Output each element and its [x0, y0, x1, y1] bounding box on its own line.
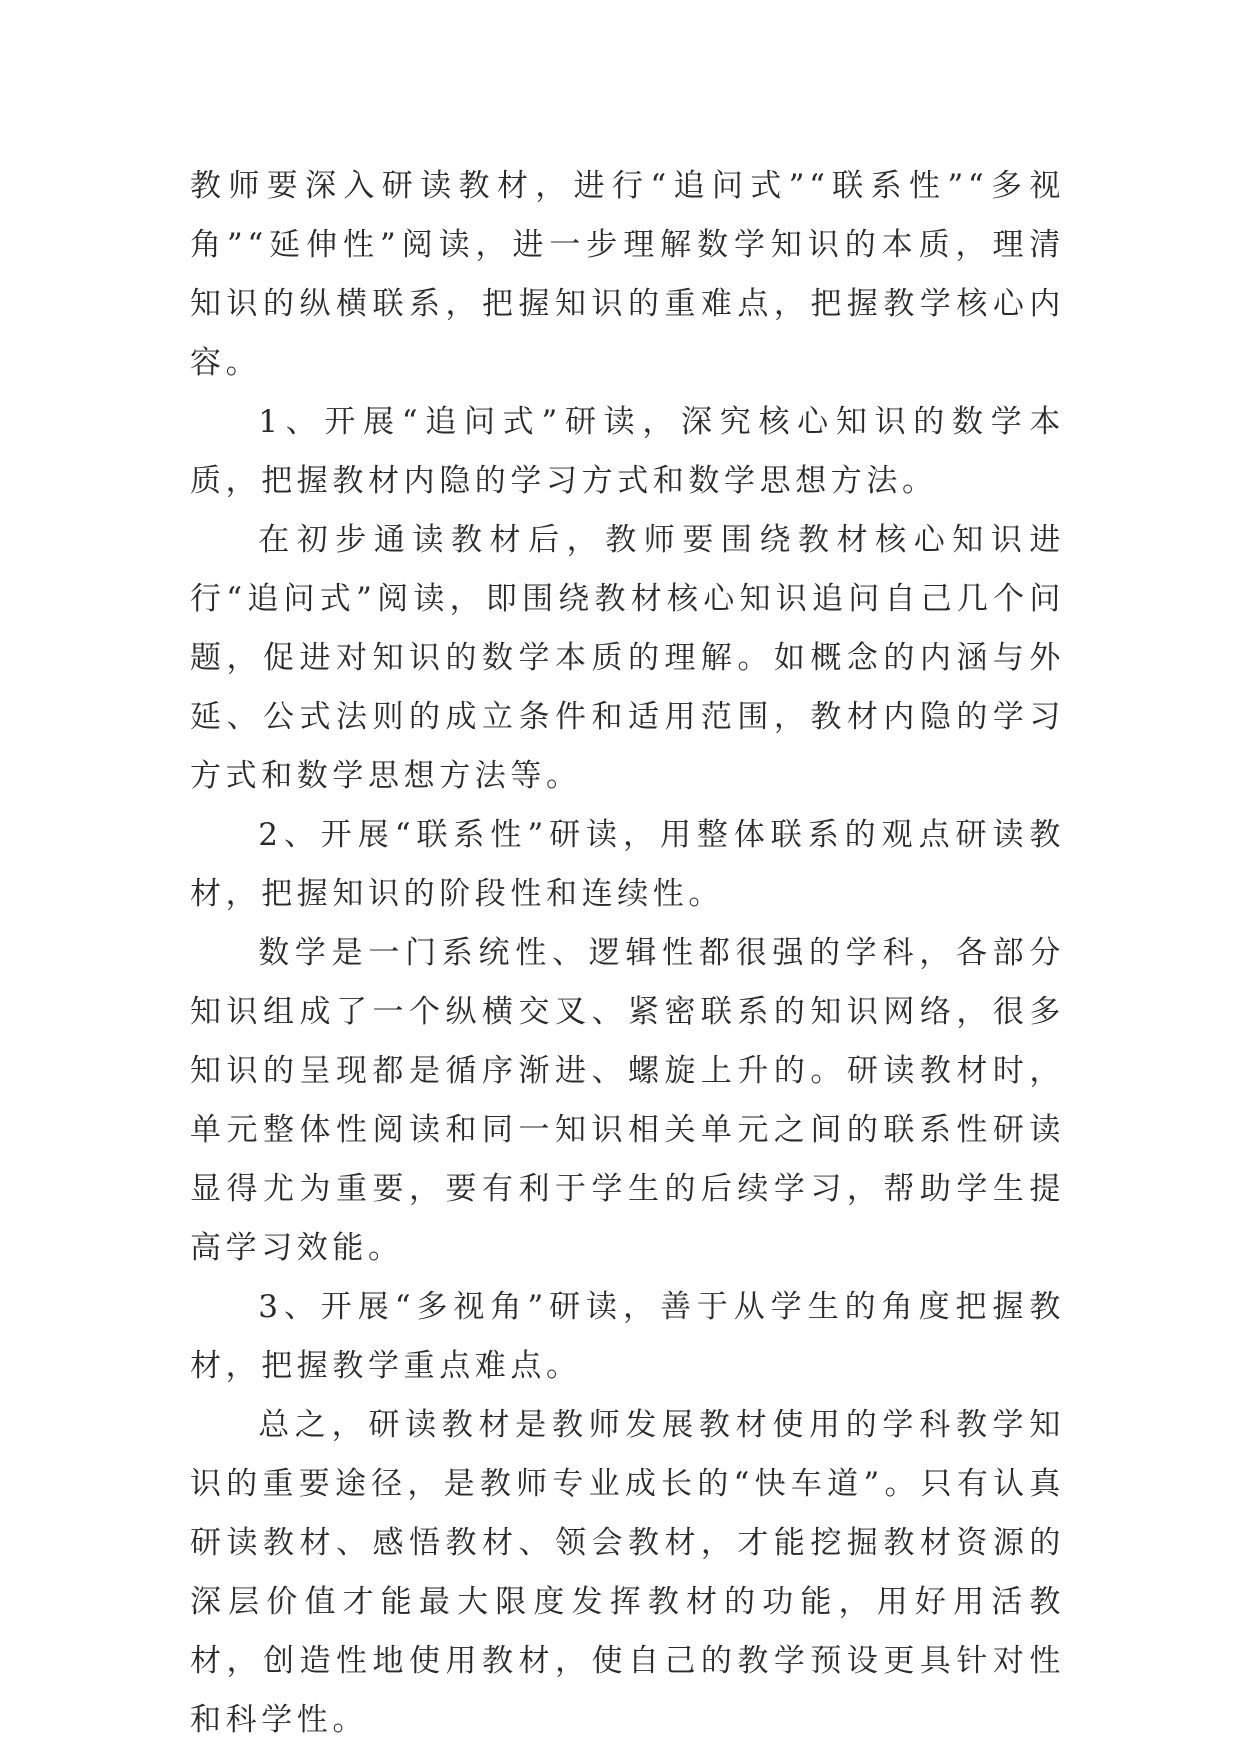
- document-body: [190, 157, 1065, 1750]
- paragraph-point-2-heading: 2、开展“联系性”研读，用整体联系的观点研读教材，把握知识的阶段性和连续性。: [190, 817, 1065, 912]
- paragraph-point-1-body: 在初步通读教材后，教师要围绕教材核心知识进行“追问式”阅读，即围绕教材核心知识追问自己几个问题，促进对知识的数学本质的理解。如概念的内涵与外延、公式法则的成立条件和适用范围，教材内隐的学习方式和数学思想方法等。: [190, 522, 1065, 794]
- paragraph-conclusion: 总之，研读教材是教师发展教材使用的学科教学知识的重要途径，是教师专业成长的“快车道”。只有认真研读教材、感悟教材、领会教材，才能挖掘教材资源的深层价值才能最大限度发挥教材的功能，用好用活教材，创造性地使用教材，使自己的教学预设更具针对性和科学性。: [190, 1407, 1065, 1738]
- paragraph-point-3-heading: 3、开展“多视角”研读，善于从学生的角度把握教材，把握教学重点难点。: [190, 1289, 1065, 1384]
- paragraph-intro: 教师要深入研读教材，进行“追问式”“联系性”“多视角”“延伸性”阅读，进一步理解数学知识的本质，理清知识的纵横联系，把握知识的重难点，把握教学核心内容。: [190, 168, 1065, 381]
- paragraph-point-1-heading: 1、开展“追问式”研读，深究核心知识的数学本质，把握教材内隐的学习方式和数学思想方法。: [190, 404, 1065, 499]
- paragraph-point-2-body: 数学是一门系统性、逻辑性都很强的学科，各部分知识组成了一个纵横交叉、紧密联系的知识网络，很多知识的呈现都是循序渐进、螺旋上升的。研读教材时，单元整体性阅读和同一知识相关单元之间的联系性研读显得尤为重要，要有利于学生的后续学习，帮助学生提高学习效能。: [190, 935, 1065, 1266]
